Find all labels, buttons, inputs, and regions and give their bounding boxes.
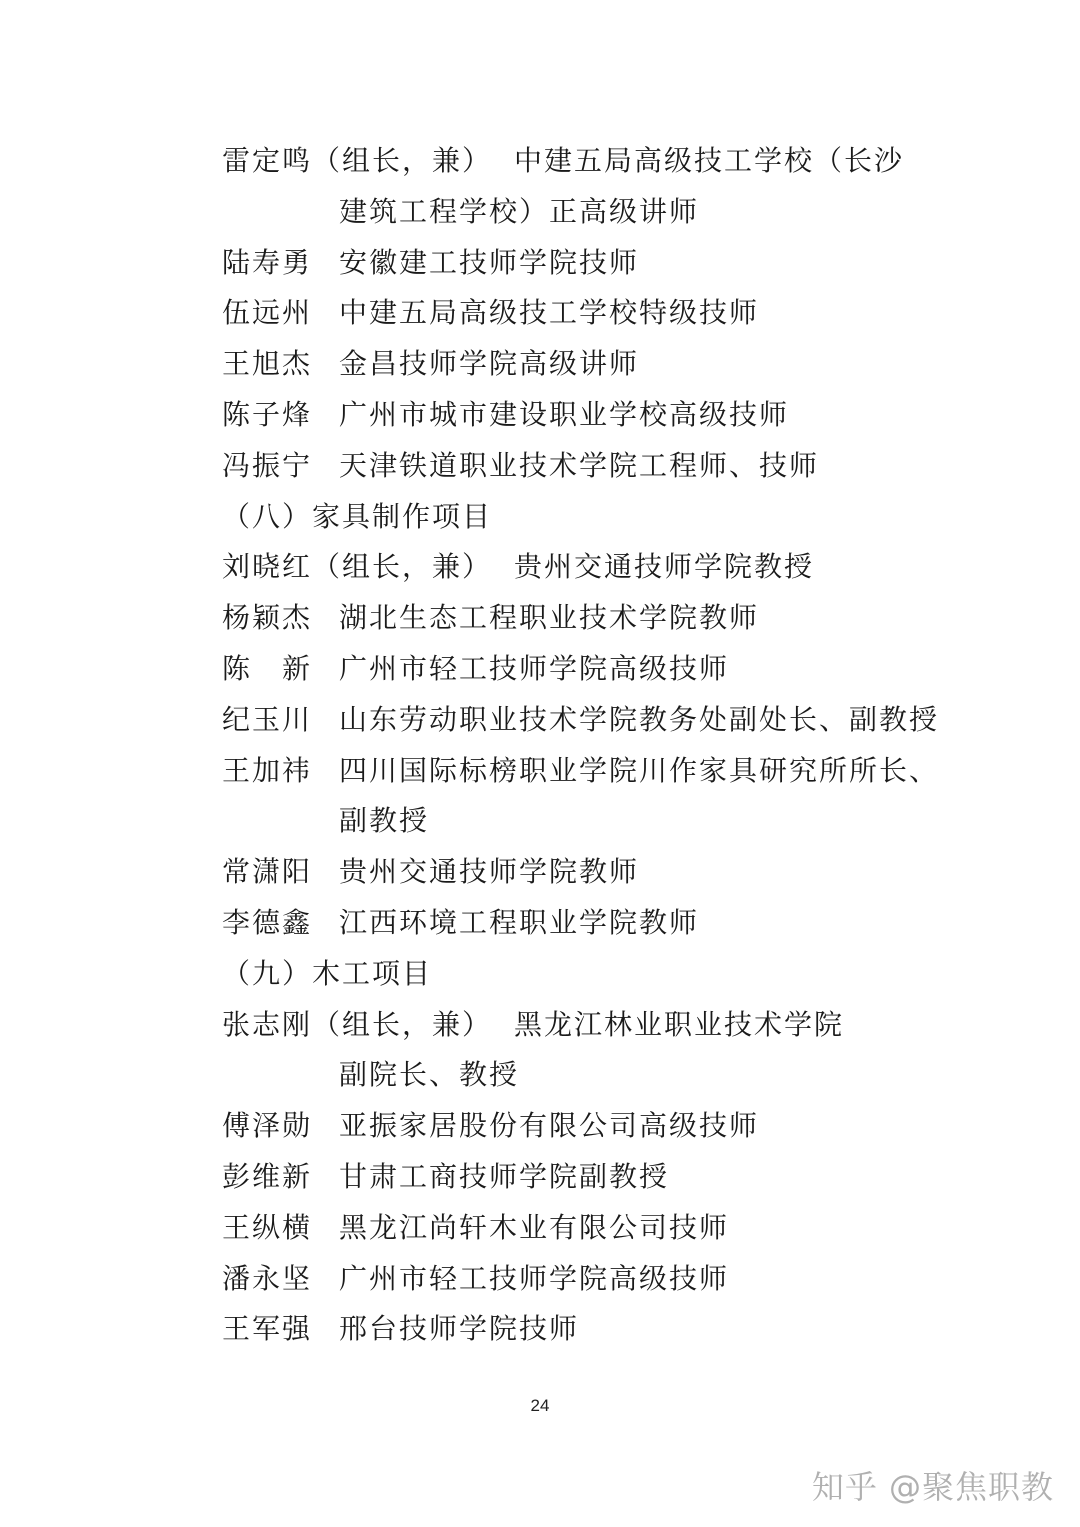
- member-name: 潘永坚: [222, 1261, 313, 1295]
- member-title: 湖北生态工程职业技术学院教师: [339, 601, 760, 635]
- member-name: 李德鑫: [222, 905, 313, 939]
- list-item: [222, 238, 942, 289]
- member-name: 王加祎: [222, 753, 313, 787]
- member-name: 伍远州: [222, 296, 313, 330]
- member-name: 雷定鸣（组长，兼）: [222, 144, 493, 177]
- list-item: [222, 847, 942, 898]
- list-item: [222, 390, 942, 441]
- member-name: 王纵横: [222, 1210, 313, 1244]
- section-title: （九）木工项目: [222, 956, 433, 990]
- list-item: [222, 1203, 942, 1254]
- member-name: 陆寿勇: [222, 245, 313, 279]
- personnel-list: [222, 136, 942, 1355]
- member-title: 安徽建工技师学院技师: [339, 245, 640, 279]
- member-name: 傅泽勋: [222, 1109, 313, 1143]
- list-item: [222, 1101, 942, 1152]
- list-item: [222, 1152, 942, 1203]
- member-title: 中建五局高级技工学校特级技师: [339, 296, 760, 330]
- list-item: [222, 136, 942, 187]
- member-name: 王旭杰: [222, 347, 313, 381]
- member-title: 广州市轻工技师学院高级技师: [339, 1261, 730, 1295]
- list-item: [222, 1000, 942, 1051]
- list-item: [222, 339, 942, 390]
- list-item: [222, 1304, 942, 1355]
- list-item: [222, 593, 942, 644]
- member-name: 杨颖杰: [222, 601, 313, 635]
- member-name: 纪玉川: [222, 702, 313, 736]
- member-title: 黑龙江尚轩木业有限公司技师: [339, 1210, 730, 1244]
- list-item: [222, 542, 942, 593]
- watermark: 知乎 @聚焦职教: [811, 1468, 1054, 1506]
- list-item: [222, 746, 942, 797]
- member-title: 邢台技师学院技师: [339, 1312, 580, 1346]
- section-title: （八）家具制作项目: [222, 499, 493, 533]
- member-title: 副教授: [339, 804, 430, 838]
- member-name: 王军强: [222, 1312, 313, 1346]
- member-name: 常潇阳: [222, 855, 313, 889]
- member-title: 亚振家居股份有限公司高级技师: [339, 1109, 760, 1143]
- member-title: 四川国际标榜职业学院川作家具研究所所长、: [339, 753, 940, 787]
- member-name: 张志刚（组长，兼）: [222, 1007, 493, 1041]
- member-title: 广州市城市建设职业学校高级技师: [339, 397, 790, 431]
- member-name: 彭维新: [222, 1159, 313, 1193]
- member-name: 陈 新: [222, 651, 313, 685]
- member-title: 山东劳动职业技术学院教务处副处长、副教授: [339, 702, 940, 736]
- member-title: 黑龙江林业职业技术学院: [514, 1007, 845, 1041]
- list-item: [222, 695, 942, 746]
- list-item-continuation: [222, 1050, 942, 1101]
- member-title: 天津铁道职业技术学院工程师、技师: [339, 448, 820, 482]
- member-name: 刘晓红（组长，兼）: [222, 550, 493, 584]
- section-heading: [222, 492, 942, 543]
- list-item-continuation: [222, 187, 942, 238]
- section-heading: [222, 949, 942, 1000]
- member-title: 甘肃工商技师学院副教授: [339, 1159, 670, 1193]
- member-title: 贵州交通技师学院教师: [339, 855, 640, 889]
- list-item: [222, 1254, 942, 1305]
- member-title: 江西环境工程职业学院教师: [339, 905, 700, 939]
- list-item-continuation: [222, 796, 942, 847]
- member-title: 金昌技师学院高级讲师: [339, 347, 640, 381]
- member-name: 陈子烽: [222, 397, 313, 431]
- member-title: 中建五局高级技工学校（长沙: [514, 144, 905, 177]
- list-item: [222, 441, 942, 492]
- member-title: 副院长、教授: [339, 1058, 520, 1092]
- member-title: 广州市轻工技师学院高级技师: [339, 651, 730, 685]
- list-item: [222, 644, 942, 695]
- page-number: 24: [530, 1396, 550, 1415]
- member-name: 冯振宁: [222, 448, 313, 482]
- member-title: 贵州交通技师学院教授: [514, 550, 815, 584]
- member-title: 建筑工程学校）正高级讲师: [339, 194, 700, 228]
- list-item: [222, 898, 942, 949]
- list-item: [222, 288, 942, 339]
